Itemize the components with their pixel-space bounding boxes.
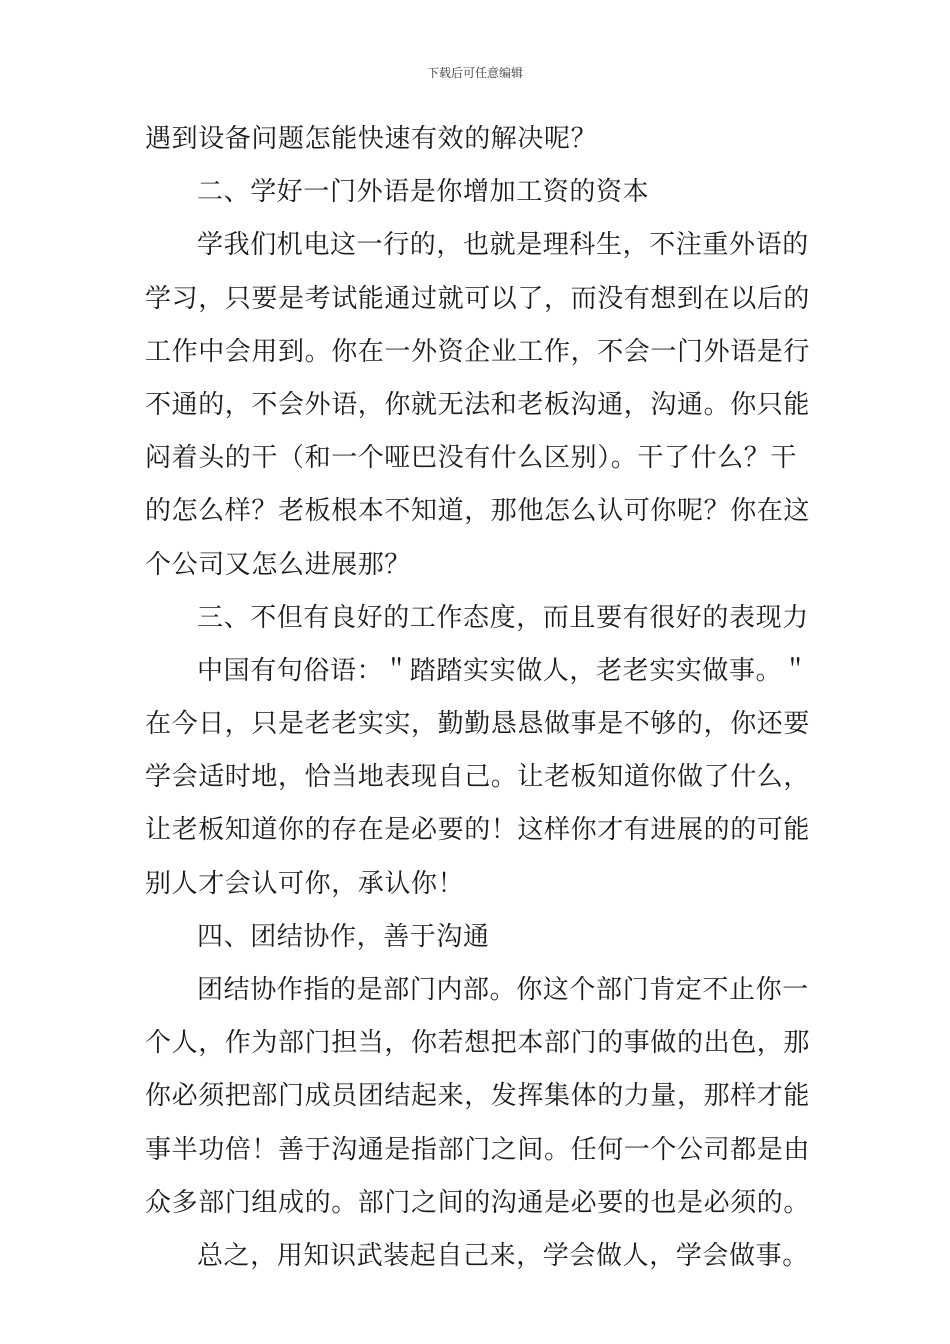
body-line: 你必须把部门成员团结起来，发挥集体的力量，那样才能 bbox=[145, 1081, 811, 1112]
body-line: 闷着头的干（和一个哑巴没有什么区别）。干了什么？干 bbox=[145, 443, 798, 474]
body-line: 的怎么样？老板根本不知道，那他怎么认可你呢？你在这 bbox=[145, 496, 811, 527]
section-heading: 四、团结协作，善于沟通 bbox=[197, 921, 490, 952]
body-line: 团结协作指的是部门内部。你这个部门肯定不止你一 bbox=[197, 975, 809, 1005]
body-line: 事半功倍！善于沟通是指部门之间。任何一个公司都是由 bbox=[145, 1134, 811, 1165]
body-line: 学我们机电这一行的，也就是理科生，不注重外语的 bbox=[197, 230, 809, 261]
body-line: 让老板知道你的存在是必要的！这样你才有进展的的可能 bbox=[145, 815, 811, 846]
document-body bbox=[145, 124, 811, 1294]
section-heading: 二、学好一门外语是你增加工资的资本 bbox=[197, 177, 650, 208]
body-line: 在今日，只是老老实实，勤勤恳恳做事是不够的，你还要 bbox=[145, 709, 811, 740]
body-line: 学习，只要是考试能通过就可以了，而没有想到在以后的 bbox=[145, 283, 811, 314]
body-line: 不通的，不会外语，你就无法和老板沟通，沟通。你只能 bbox=[145, 389, 811, 420]
body-line: 个人，作为部门担当，你若想把本部门的事做的出色，那 bbox=[145, 1028, 811, 1059]
body-line: 个公司又怎么进展那？ bbox=[145, 549, 412, 580]
body-line: 别人才会认可你，承认你！ bbox=[145, 868, 465, 899]
body-line: 遇到设备问题怎能快速有效的解决呢？ bbox=[145, 124, 598, 154]
page-header: 下载后可任意编辑 bbox=[426, 66, 523, 80]
section-heading: 三、不但有良好的工作态度，而且要有很好的表现力 bbox=[197, 602, 809, 633]
body-line: 中国有句俗语：＂踏踏实实做人，老老实实做事。＂ bbox=[197, 655, 809, 686]
body-line: 学会适时地，恰当地表现自己。让老板知道你做了什么， bbox=[145, 762, 811, 793]
body-line: 工作中会用到。你在一外资企业工作，不会一门外语是行 bbox=[145, 336, 811, 367]
body-line: 总之，用知识武装起自己来，学会做人，学会做事。 bbox=[197, 1240, 809, 1271]
body-line: 众多部门组成的。部门之间的沟通是必要的也是必须的。 bbox=[145, 1187, 811, 1218]
